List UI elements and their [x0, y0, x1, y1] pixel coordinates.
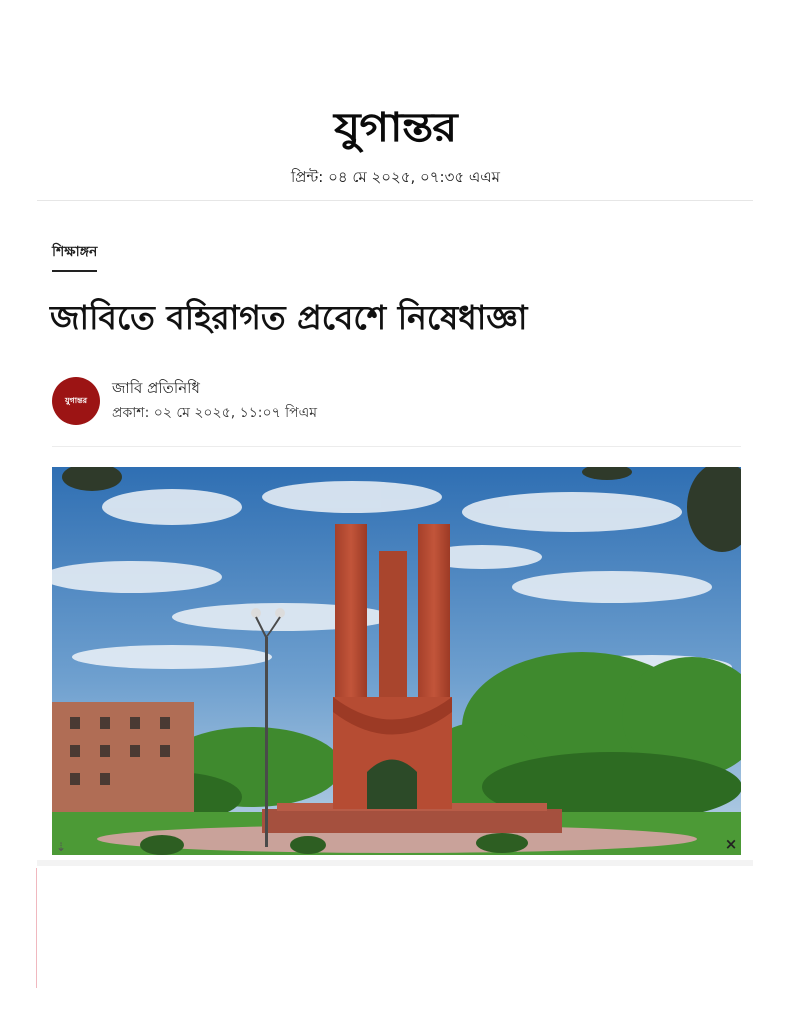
divider — [37, 860, 753, 866]
monument-photo-illustration — [52, 467, 741, 855]
divider — [52, 446, 741, 447]
side-accent-line — [36, 868, 37, 988]
author-name[interactable]: জাবি প্রতিনিধি — [112, 379, 200, 397]
article-headline: জাবিতে বহিরাগত প্রবেশে নিষেধাজ্ঞা — [50, 298, 528, 337]
category-link[interactable]: শিক্ষাঙ্গন — [52, 240, 97, 272]
site-logo[interactable]: যুগান্তর — [334, 104, 457, 151]
publish-time: প্রকাশ: ০২ মে ২০২৫, ১১:০৭ পিএম — [112, 405, 318, 421]
divider — [37, 200, 753, 201]
author-avatar — [52, 377, 100, 425]
close-icon[interactable]: × — [724, 835, 738, 853]
download-arrow-icon[interactable]: ⇣ — [56, 840, 67, 854]
article-photo — [52, 467, 741, 855]
avatar-logo-text: যুগান্তর — [64, 394, 88, 405]
print-date: প্রিন্ট: ০৪ মে ২০২৫, ০৭:৩৫ এএম — [290, 168, 501, 186]
masthead — [0, 100, 791, 156]
